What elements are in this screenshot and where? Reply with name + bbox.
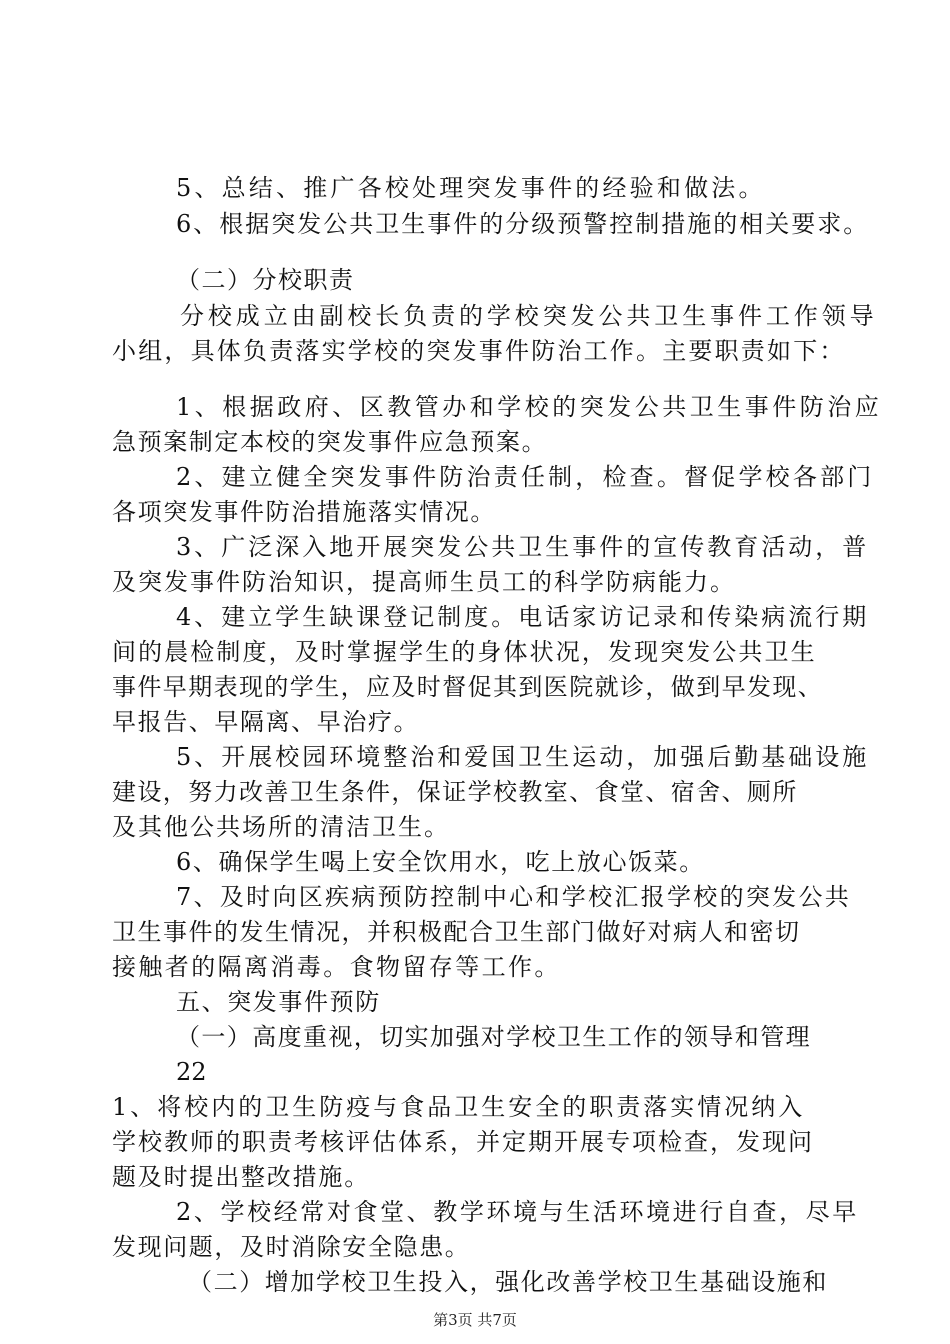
text-line: 接触者的隔离消毒。食物留存等工作。 bbox=[112, 953, 561, 981]
text-line: 急预案制定本校的突发事件应急预案。 bbox=[112, 428, 548, 456]
text-line: 及其他公共场所的清洁卫生。 bbox=[112, 813, 450, 841]
text-line: 间的晨检制度，及时掌握学生的身体状况，发现突发公共卫生 bbox=[112, 638, 817, 666]
section-heading: （二）增加学校卫生投入，强化改善学校卫生基础设施和 bbox=[188, 1268, 828, 1296]
text-line: 卫生事件的发生情况，并积极配合卫生部门做好对病人和密切 bbox=[112, 918, 801, 946]
page-footer: 第3页 共7页 bbox=[433, 1311, 517, 1329]
text-line: 5、总结、推广各校处理突发事件的经验和做法。 bbox=[176, 174, 766, 202]
text-line: 题及时提出整改措施。 bbox=[112, 1163, 370, 1191]
text-line: 5、开展校园环境整治和爱国卫生运动，加强后勤基础设施 bbox=[176, 743, 870, 771]
text-line: 及突发事件防治知识，提高师生员工的科学防病能力。 bbox=[112, 568, 736, 596]
text-line: 3、广泛深入地开展突发公共卫生事件的宣传教育活动，普 bbox=[176, 533, 870, 561]
text-line: 分校成立由副校长负责的学校突发公共卫生事件工作领导 bbox=[180, 302, 878, 330]
text-line: 建设，努力改善卫生条件，保证学校教室、食堂、宿舍、厕所 bbox=[112, 778, 798, 806]
text-line: 学校教师的职责考核评估体系，并定期开展专项检查，发现问 bbox=[112, 1128, 814, 1156]
text-line: 7、及时向区疾病预防控制中心和学校汇报学校的突发公共 bbox=[176, 883, 852, 911]
text-line: 6、根据突发公共卫生事件的分级预警控制措施的相关要求。 bbox=[176, 210, 870, 238]
text-line: 小组，具体负责落实学校的突发事件防治工作。主要职责如下： bbox=[112, 337, 846, 365]
section-heading: （一）高度重视，切实加强对学校卫生工作的领导和管理 bbox=[176, 1023, 811, 1051]
text-line: 22 bbox=[176, 1058, 207, 1086]
text-line: 事件早期表现的学生，应及时督促其到医院就诊，做到早发现、 bbox=[112, 673, 824, 701]
text-line: 发现问题，及时消除安全隐患。 bbox=[112, 1233, 471, 1261]
text-line: 2、学校经常对食堂、教学环境与生活环境进行自查，尽早 bbox=[176, 1198, 859, 1226]
text-line: 6、确保学生喝上安全饮用水，吃上放心饭菜。 bbox=[176, 848, 705, 876]
text-line: 1、根据政府、区教管办和学校的突发公共卫生事件防治应 bbox=[176, 393, 883, 421]
text-line: 各项突发事件防治措施落实情况。 bbox=[112, 498, 496, 526]
text-line: 1、将校内的卫生防疫与食品卫生安全的职责落实情况纳入 bbox=[112, 1093, 806, 1121]
section-heading: （二）分校职责 bbox=[176, 266, 355, 294]
section-heading: 五、突发事件预防 bbox=[176, 988, 381, 1016]
text-line: 4、建立学生缺课登记制度。电话家访记录和传染病流行期 bbox=[176, 603, 870, 631]
text-line: 2、建立健全突发事件防治责任制，检查。督促学校各部门 bbox=[176, 463, 875, 491]
text-line: 早报告、早隔离、早治疗。 bbox=[112, 708, 420, 736]
